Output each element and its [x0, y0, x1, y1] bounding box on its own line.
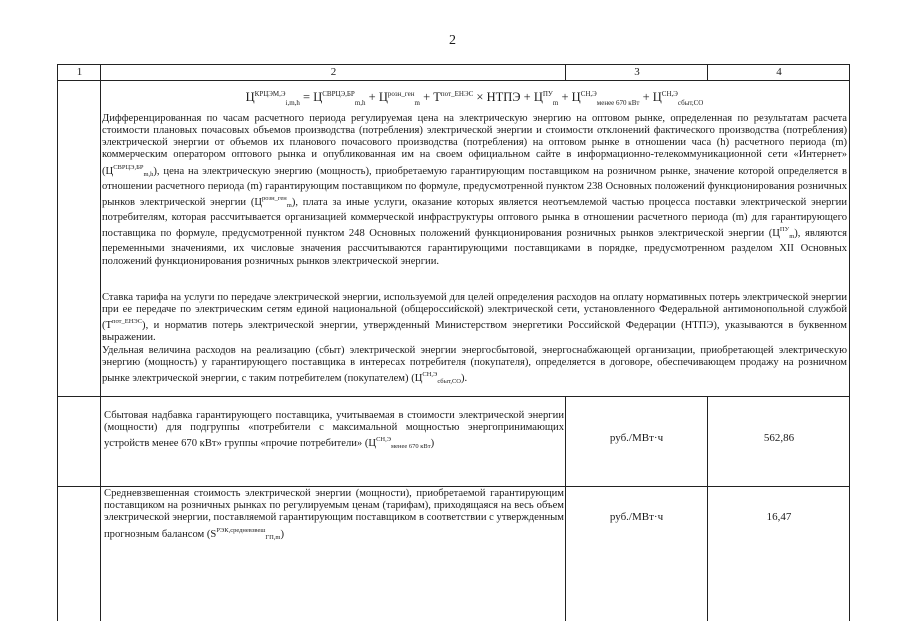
table-row-markup-unit: руб./МВт·ч [609, 432, 664, 444]
table-row-average-cost-unit: руб./МВт·ч [609, 511, 664, 523]
header-col-4: 4 [776, 66, 782, 78]
table-row-markup-value: 562,86 [763, 432, 795, 444]
price-formula: $Ц^{КРЦЭМ,Э}_{i,m,h} = Ц^{СВРЦЭ,БР}_{m,h} + Ц^{розн\_ген}_m + Т^{пот\_ЕНЭС}$ × НТПЭ + $Ц^{ПУ}_m + Ц^{СН,Э}_{менее 670 кВт} + Ц^{СН,Э}_{сбыт,СО}$ [245, 90, 704, 107]
header-col-2: 2 [330, 66, 337, 78]
paragraph-sales-costs: Удельная величина расходов на реализацию (сбыт) электрической энергии энергосбытовой, энергоснабжающей организации, приобретающей электрическую энергию (мощность) у гарантирующего поставщика в интересах потребителя (покупателя), определяется в договоре, обеспечивающем продажу на розничном рынке электрической энергии, с таким потребителем (покупателем) $(Ц^{СН,Э}_{сбыт,СО})$. [102, 345, 847, 386]
table-row-markup-description: Сбытовая надбавка гарантирующего поставщика, учитываемая в стоимости электрической энергии (мощности) для подгруппы «потребители с максимальной мощностью энергопринимающих устройств менее 670 кВт» группы «прочие потребители» $(Ц^{СН,Э}_{менее 670 кВт})$ [104, 410, 564, 451]
page-number: 2 [449, 33, 456, 48]
header-col-1: 1 [76, 66, 83, 78]
paragraph-transmission-tariff: Ставка тарифа на услуги по передаче электрической энергии, используемой для целей определения расходов на оплату нормативных потерь электрической энергии при ее передаче по электрическим сетям единой национальной (общероссийской) электрической сети, установленного Федеральной антимонопольной службой $(Т^{пот\_ЕНЭС})$, и норматив потерь электрической энергии, утвержденный Министерством энергетики Российской Федерации (НТПЭ), указываются в буквенном выражении. [102, 292, 847, 344]
table-row-average-cost-description: Средневзвешенная стоимость электрической энергии (мощности), приобретаемой гарантирующим поставщиком на розничных рынках по регулируемым ценам (тарифам), приходящаяся на весь объем электрической энергии, поставляемой гарантирующим поставщиком в соответствии с утвержденным прогнозным балансом $(S^{РЭК,средневзвеш}_{ГП,m})$ [104, 488, 564, 541]
table-row-average-cost-value: 16,47 [766, 511, 792, 523]
paragraph-wholesale-price: Дифференцированная по часам расчетного периода регулируемая цена на электрическую энергию на оптовом рынке, определенная по результатам расчета стоимости плановых почасовых объемов производства (потребления) электрической энергии и стоимости отклонений фактического производства (потребления) электрической энергии от объемов их планового почасового производства (потребления) на оптовом рынке в отношении часа (h) расчетного периода (m) коммерческим оператором оптового рынка и опубликованная им на своем официальном сайте в информационно-телекоммуникационной сети «Интернет» $(Ц^{СВРЦЭ,БР}_{m,h})$, цена на электрическую энергию (мощность), приобретаемую гарантирующим поставщиком на розничном рынке, значение которой определяется в отношении расчетного периода (m) гарантирующим поставщиком по формуле, предусмотренной пунктом 238 Основных положений функционирования розничных рынков электрической энергии $(Ц^{розн\_ген}_m)$, плата за иные услуги, оказание которых является неотъемлемой частью процесса поставки электрической энергии потребителям, которая рассчитывается организацией коммерческой инфраструктуры оптового рынка в отношении расчетного периода (m) для гарантирующего поставщика по формуле, предусмотренной пунктом 248 Основных положений функционирования розничных рынков электрической энергии $(Ц^{ПУ}_m)$, являются переменными значениями, их числовые значения рассчитываются гарантирующими поставщиками в порядке, предусмотренном разделом XII Основных положений функционирования розничных рынков электрической энергии. [102, 113, 848, 267]
header-col-3: 3 [634, 66, 640, 78]
